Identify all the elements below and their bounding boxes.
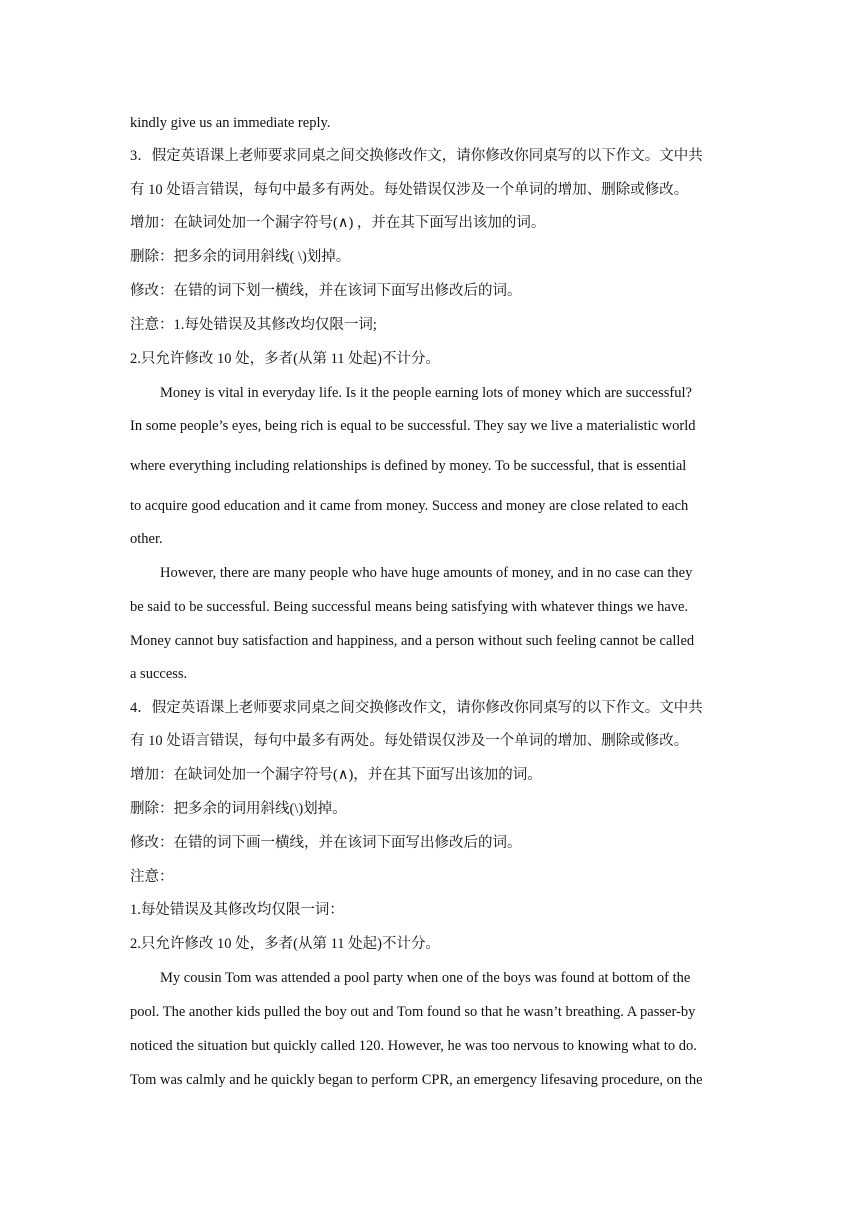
essay-paragraph-line: other. — [130, 531, 163, 547]
text-line: 删除：把多余的词用斜线(\)划掉。 — [130, 801, 347, 817]
essay-paragraph-line: a success. — [130, 666, 188, 682]
text-line: 增加：在缺词处加一个漏字符号(∧) ，并在其下面写出该加的词。 — [130, 215, 546, 231]
essay-paragraph-line: noticed the situation but quickly called 120. However, he was too nervous to knowing what to do. — [130, 1038, 697, 1054]
essay-paragraph-line: pool. The another kids pulled the boy out and Tom found so that he wasn’t breathing. A passer-by — [130, 1004, 696, 1020]
essay-paragraph-line: In some people’s eyes, being rich is equal to be successful. They say we live a materialistic world — [130, 418, 696, 434]
text-line: 有 10 处语言错误，每句中最多有两处。每处错误仅涉及一个单词的增加、删除或修改。 — [130, 182, 689, 198]
text-line: 2.只允许修改 10 处，多者(从第 11 处起)不计分。 — [130, 936, 440, 952]
text-line: 注意：1.每处错误及其修改均仅限一词; — [130, 317, 377, 333]
text-line: 2.只允许修改 10 处，多者(从第 11 处起)不计分。 — [130, 351, 440, 367]
essay-paragraph-line: Money cannot buy satisfaction and happiness, and a person without such feeling cannot be called — [130, 633, 695, 649]
essay-paragraph-line: My cousin Tom was attended a pool party when one of the boys was found at bottom of the — [160, 970, 691, 986]
essay-paragraph-line: Tom was calmly and he quickly began to perform CPR, an emergency lifesaving procedure, on the — [130, 1072, 703, 1088]
question-4-heading: 4．假定英语课上老师要求同桌之间交换修改作文，请你修改你同桌写的以下作文。文中共 — [130, 700, 703, 716]
essay-paragraph-line: However, there are many people who have huge amounts of money, and in no case can they — [160, 565, 693, 581]
essay-paragraph-line: be said to be successful. Being successful means being satisfying with whatever things we have. — [130, 599, 689, 615]
text-line: 注意： — [130, 869, 174, 885]
text-line: kindly give us an immediate reply. — [130, 115, 331, 131]
essay-paragraph-line: Money is vital in everyday life. Is it the people earning lots of money which are successful? — [160, 385, 692, 401]
text-line: 增加：在缺词处加一个漏字符号(∧)，并在其下面写出该加的词。 — [130, 767, 542, 783]
text-line: 有 10 处语言错误，每句中最多有两处。每处错误仅涉及一个单词的增加、删除或修改。 — [130, 733, 689, 749]
question-3-heading: 3．假定英语课上老师要求同桌之间交换修改作文，请你修改你同桌写的以下作文。文中共 — [130, 148, 703, 164]
essay-paragraph-line: where everything including relationships is defined by money. To be successful, that is essential — [130, 458, 687, 474]
text-line: 修改：在错的词下画一横线，并在该词下面写出修改后的词。 — [130, 835, 522, 851]
text-line: 修改：在错的词下划一横线，并在该词下面写出修改后的词。 — [130, 283, 522, 299]
essay-paragraph-line: to acquire good education and it came from money. Success and money are close related to each — [130, 498, 689, 514]
text-line: 删除：把多余的词用斜线( \)划掉。 — [130, 249, 351, 265]
text-line: 1.每处错误及其修改均仅限一词： — [130, 902, 344, 918]
